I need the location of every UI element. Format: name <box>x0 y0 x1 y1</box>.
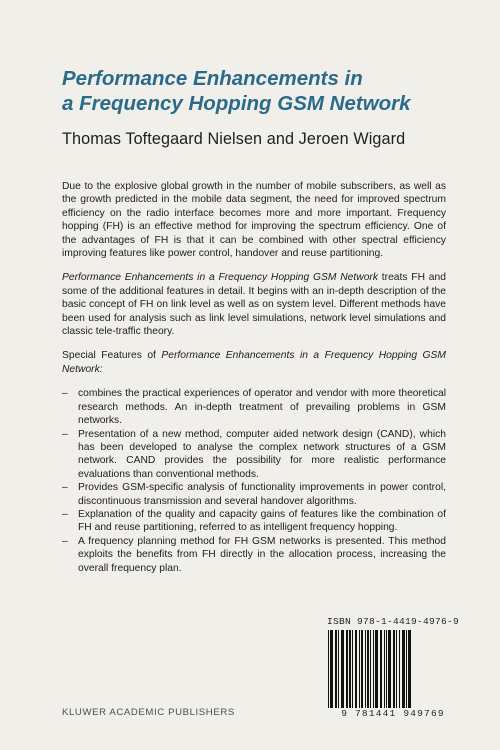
barcode-bar <box>373 630 374 708</box>
barcode-bar <box>352 630 353 708</box>
book-title <box>62 66 482 116</box>
blurb-paragraph-2-text: treats FH and some of the additional features in detail. It begins with an in-depth description of the basic concept of FH on link level as well as on system level. Different methods have been used for analysis such as link level simulations, network level simulations and classic tele-traffic theory. <box>62 272 446 338</box>
feature-item-text: Provides GSM-specific analysis of functionality improvements in power control, discontinuous transmission and several handover algorithms. <box>78 482 446 507</box>
barcode-bar <box>388 630 391 708</box>
barcode-bar <box>349 630 351 708</box>
barcode-bar <box>355 630 357 708</box>
blurb <box>62 180 446 575</box>
barcode-bar <box>402 630 405 708</box>
feature-item-text: Presentation of a new method, computer aided network design (CAND), which has been developed to analyse the complex network structures of a GSM network. CAND provides the possibility for more realistic performance evaluations than conventional methods. <box>78 428 446 480</box>
features-heading-title: Performance Enhancements in a Frequency Hopping GSM Network: <box>62 350 446 375</box>
feature-item-text: A frequency planning method for FH GSM networks is presented. This method exploits the benefits from FH directly in the allocation process, increasing the overall frequency plan. <box>78 535 446 574</box>
publisher-name: KLUWER ACADEMIC PUBLISHERS <box>62 707 235 718</box>
isbn-barcode-block <box>325 616 461 720</box>
barcode-icon <box>325 630 461 708</box>
barcode-bar <box>393 630 395 708</box>
barcode-bar <box>370 630 371 708</box>
feature-item <box>62 535 446 575</box>
barcode-bar <box>384 630 385 708</box>
barcode-bar <box>386 630 387 708</box>
barcode-bar <box>341 630 344 708</box>
blurb-paragraph-2-title: Performance Enhancements in a Frequency Hopping GSM Network <box>62 272 379 284</box>
feature-item <box>62 387 446 427</box>
barcode-bar <box>367 630 369 708</box>
barcode-bar <box>365 630 366 708</box>
barcode-bar <box>399 630 400 708</box>
barcode-bar <box>359 630 360 708</box>
barcode-bar <box>408 630 411 708</box>
barcode-bar <box>330 630 333 708</box>
isbn-label: ISBN 978-1-4419-4976-9 <box>326 616 460 627</box>
feature-dash: – <box>62 428 68 440</box>
book-authors: Thomas Toftegaard Nielsen and Jeroen Wigard <box>62 130 406 148</box>
barcode-bar <box>375 630 378 708</box>
feature-item <box>62 428 446 482</box>
feature-item <box>62 508 446 535</box>
barcode-bar <box>328 630 329 708</box>
feature-dash: – <box>62 535 68 547</box>
barcode-number: 9 781441 949769 <box>341 708 445 719</box>
features-heading <box>62 349 446 376</box>
feature-item <box>62 481 446 508</box>
blurb-paragraph-1: Due to the explosive global growth in the number of mobile subscribers, as well as the growth predicted in the mobile data segment, the need for improved spectrum efficiency on the radio interface becomes more and more important. Frequency hopping (FH) is an effective method for improving the spectrum efficiency. One of the advantages of FH is that it can be combined with other spectral efficiency improving features like power control, handover and reuse partitioning. <box>62 181 446 260</box>
feature-item-text: Explanation of the quality and capacity gains of features like the combination of FH and reuse partitioning, referred to as intelligent frequency hopping. <box>78 508 446 534</box>
blurb-paragraph-2 <box>62 271 446 338</box>
features-heading-prefix: Special Features of <box>62 350 162 362</box>
book-title-line-1: Performance Enhancements in <box>62 67 363 90</box>
barcode-bar <box>380 630 382 708</box>
features-list <box>62 387 446 575</box>
feature-dash: – <box>62 508 68 520</box>
feature-dash: – <box>62 482 68 494</box>
barcode-bar <box>346 630 348 708</box>
barcode-bar <box>338 630 339 708</box>
feature-item-text: combines the practical experiences of operator and vendor with more theoretical research methods. An in-depth treatment of prevailing problems in GSM networks. <box>78 388 446 427</box>
barcode-bar <box>396 630 397 708</box>
barcode-bar <box>406 630 407 708</box>
barcode-bar <box>335 630 337 708</box>
feature-dash: – <box>62 388 68 400</box>
book-title-line-2: a Frequency Hopping GSM Network <box>62 92 411 115</box>
barcode-bar <box>361 630 363 708</box>
